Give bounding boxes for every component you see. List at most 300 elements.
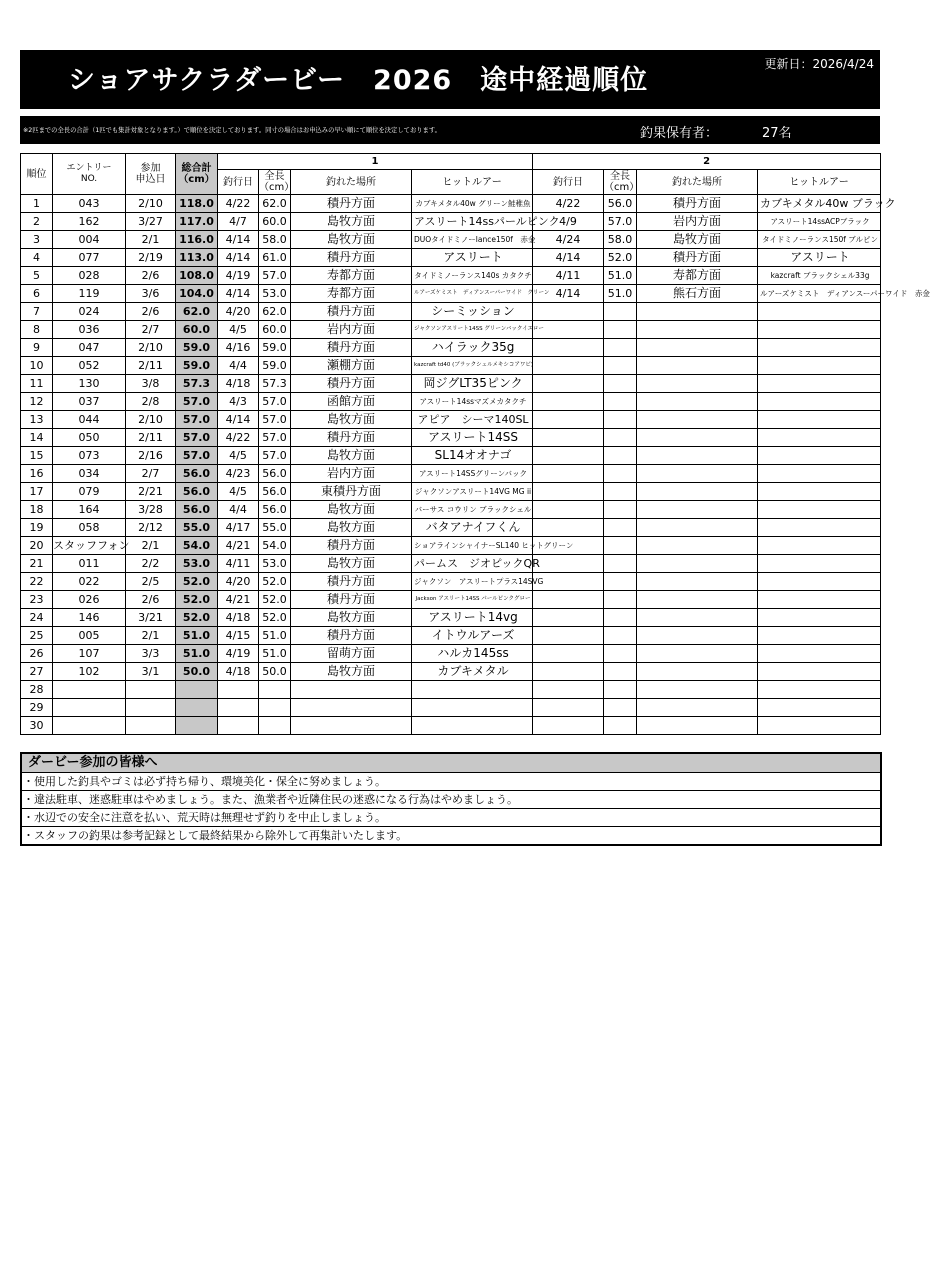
catch2-place-cell xyxy=(637,465,758,483)
catch2-date-cell xyxy=(533,591,604,609)
catch1-length-cell: 62.0 xyxy=(259,195,291,213)
catch1-lure-cell: ジャクソン アスリートプラス14SVG xyxy=(412,573,533,591)
catch1-place-cell: 積丹方面 xyxy=(291,573,412,591)
catch2-length-cell xyxy=(604,573,637,591)
catch2-date-cell xyxy=(533,555,604,573)
catch2-place-cell xyxy=(637,429,758,447)
rank-cell: 7 xyxy=(21,303,53,321)
catch1-date-cell: 4/23 xyxy=(218,465,259,483)
entry-no-cell: 026 xyxy=(53,591,126,609)
entry-no-cell: 037 xyxy=(53,393,126,411)
table-row xyxy=(21,501,881,519)
applied-date-cell xyxy=(126,699,176,717)
catch2-length-cell xyxy=(604,537,637,555)
entry-no-cell: 047 xyxy=(53,339,126,357)
catch2-place-cell: 積丹方面 xyxy=(637,195,758,213)
total-cell: 117.0 xyxy=(176,213,218,231)
catch1-place-cell: 積丹方面 xyxy=(291,591,412,609)
catch2-length-cell xyxy=(604,465,637,483)
catch2-place-cell xyxy=(637,339,758,357)
catch2-place-cell: 岩内方面 xyxy=(637,213,758,231)
table-row xyxy=(21,483,881,501)
applied-date-cell: 2/11 xyxy=(126,429,176,447)
catch1-place-cell xyxy=(291,717,412,735)
table-row xyxy=(21,285,881,303)
catch2-place-cell xyxy=(637,627,758,645)
catch2-length-cell xyxy=(604,627,637,645)
rank-cell: 30 xyxy=(21,717,53,735)
applied-date-cell: 2/1 xyxy=(126,231,176,249)
catch1-lure-cell: カブキメタル40w グリーン鮭稚魚 xyxy=(412,195,533,213)
catch1-lure-cell: ジャクソンアスリート14SS グリーンバックイエロー xyxy=(412,321,533,339)
catch1-place-cell: 積丹方面 xyxy=(291,429,412,447)
rank-cell: 11 xyxy=(21,375,53,393)
catch2-length-cell xyxy=(604,375,637,393)
table-row xyxy=(21,393,881,411)
catch1-date-cell: 4/14 xyxy=(218,411,259,429)
entry-no-cell: 146 xyxy=(53,609,126,627)
total-cell: 57.3 xyxy=(176,375,218,393)
catch2-length-cell xyxy=(604,609,637,627)
holders-count: 27名 xyxy=(762,126,792,141)
entry-no-cell: 036 xyxy=(53,321,126,339)
catch2-lure-cell: タイドミノーランス150f ブルピン xyxy=(758,231,881,249)
catch1-length-cell: 55.0 xyxy=(259,519,291,537)
catch2-place-cell xyxy=(637,591,758,609)
applied-date-cell: 3/28 xyxy=(126,501,176,519)
catch2-length-cell xyxy=(604,357,637,375)
catch2-length-cell xyxy=(604,555,637,573)
rank-cell: 28 xyxy=(21,681,53,699)
catch1-place-cell: 東積丹方面 xyxy=(291,483,412,501)
catch1-place-cell: 積丹方面 xyxy=(291,537,412,555)
catch1-length-cell: 57.0 xyxy=(259,447,291,465)
catch2-place-cell xyxy=(637,303,758,321)
total-cell xyxy=(176,681,218,699)
entry-no-cell: 162 xyxy=(53,213,126,231)
rank-cell: 14 xyxy=(21,429,53,447)
total-cell: 60.0 xyxy=(176,321,218,339)
entry-no-cell: 130 xyxy=(53,375,126,393)
catch2-place-cell xyxy=(637,717,758,735)
entry-no-cell xyxy=(53,717,126,735)
applied-date-cell: 3/27 xyxy=(126,213,176,231)
catch2-lure-cell xyxy=(758,411,881,429)
entry-no-cell: 043 xyxy=(53,195,126,213)
catch1-lure-cell: 岡ジグLT35ピンク xyxy=(412,375,533,393)
entry-no-cell: 028 xyxy=(53,267,126,285)
applied-date-cell: 3/6 xyxy=(126,285,176,303)
entry-no-cell: 073 xyxy=(53,447,126,465)
catch1-length-cell: 57.3 xyxy=(259,375,291,393)
entry-no-cell: 119 xyxy=(53,285,126,303)
catch1-lure-cell: カブキメタル xyxy=(412,663,533,681)
catch2-length-cell: 56.0 xyxy=(604,195,637,213)
entry-no-cell: 107 xyxy=(53,645,126,663)
table-row xyxy=(21,663,881,681)
info-bar xyxy=(20,116,880,144)
header-place-2: 釣れた場所 xyxy=(637,170,758,195)
header-date-1: 釣行日 xyxy=(218,170,259,195)
applied-date-cell: 3/8 xyxy=(126,375,176,393)
catch1-date-cell: 4/18 xyxy=(218,663,259,681)
total-cell: 116.0 xyxy=(176,231,218,249)
catch1-place-cell xyxy=(291,699,412,717)
catch1-date-cell: 4/14 xyxy=(218,285,259,303)
catch2-place-cell xyxy=(637,519,758,537)
total-cell: 57.0 xyxy=(176,411,218,429)
catch1-length-cell: 52.0 xyxy=(259,609,291,627)
catch1-lure-cell: タイドミノーランス140s カタクチ xyxy=(412,267,533,285)
catch2-length-cell xyxy=(604,645,637,663)
total-cell: 54.0 xyxy=(176,537,218,555)
applied-date-cell xyxy=(126,717,176,735)
total-cell: 51.0 xyxy=(176,645,218,663)
catch2-length-cell xyxy=(604,591,637,609)
table-row xyxy=(21,717,881,735)
catch1-date-cell: 4/19 xyxy=(218,645,259,663)
catch2-lure-cell: カブキメタル40w ブラック xyxy=(758,195,881,213)
catch1-lure-cell: ハイラック35g xyxy=(412,339,533,357)
catch2-place-cell: 寿都方面 xyxy=(637,267,758,285)
catch1-length-cell: 54.0 xyxy=(259,537,291,555)
catch2-lure-cell xyxy=(758,717,881,735)
catch1-date-cell: 4/20 xyxy=(218,303,259,321)
catch1-place-cell: 函館方面 xyxy=(291,393,412,411)
catch2-date-cell: 4/24 xyxy=(533,231,604,249)
notice-line: ・使用した釣具やゴミは必ず持ち帰り、環境美化・保全に努めましょう。 xyxy=(22,773,880,791)
catch2-place-cell xyxy=(637,555,758,573)
applied-date-cell: 3/1 xyxy=(126,663,176,681)
rank-cell: 3 xyxy=(21,231,53,249)
entry-no-cell: 044 xyxy=(53,411,126,429)
rank-cell: 18 xyxy=(21,501,53,519)
total-cell: 57.0 xyxy=(176,393,218,411)
header-entry-no: エントリー NO. xyxy=(53,154,126,195)
catch1-date-cell: 4/21 xyxy=(218,591,259,609)
catch1-length-cell: 50.0 xyxy=(259,663,291,681)
catch1-date-cell: 4/5 xyxy=(218,483,259,501)
catch1-place-cell: 島牧方面 xyxy=(291,519,412,537)
catch1-lure-cell: アスリート14ssマズメカタクチ xyxy=(412,393,533,411)
catch1-length-cell: 52.0 xyxy=(259,573,291,591)
catch1-length-cell: 57.0 xyxy=(259,429,291,447)
table-row xyxy=(21,375,881,393)
catch2-place-cell xyxy=(637,321,758,339)
catch1-place-cell: 岩内方面 xyxy=(291,321,412,339)
catch1-length-cell: 59.0 xyxy=(259,357,291,375)
catch1-date-cell: 4/18 xyxy=(218,609,259,627)
catch2-lure-cell xyxy=(758,645,881,663)
table-row xyxy=(21,249,881,267)
applied-date-cell: 2/7 xyxy=(126,465,176,483)
catch2-place-cell: 熊石方面 xyxy=(637,285,758,303)
catch1-date-cell: 4/5 xyxy=(218,447,259,465)
total-cell: 56.0 xyxy=(176,465,218,483)
catch1-place-cell: 寿都方面 xyxy=(291,267,412,285)
catch1-lure-cell: DUOタイドミノーlance150f 赤金 xyxy=(412,231,533,249)
catch2-place-cell xyxy=(637,573,758,591)
entry-no-cell: スタッフフォン xyxy=(53,537,126,555)
applied-date-cell: 2/1 xyxy=(126,537,176,555)
applied-date-cell: 2/6 xyxy=(126,591,176,609)
catch1-lure-cell xyxy=(412,717,533,735)
catch1-lure-cell: アスリート xyxy=(412,249,533,267)
holders-label: 釣果保有者： xyxy=(640,126,719,141)
catch2-lure-cell xyxy=(758,321,881,339)
catch2-date-cell xyxy=(533,609,604,627)
catch1-lure-cell xyxy=(412,681,533,699)
catch1-length-cell xyxy=(259,699,291,717)
catch2-lure-cell xyxy=(758,483,881,501)
catch2-date-cell xyxy=(533,465,604,483)
catch2-place-cell xyxy=(637,447,758,465)
catch2-length-cell xyxy=(604,303,637,321)
entry-no-cell: 005 xyxy=(53,627,126,645)
table-row xyxy=(21,627,881,645)
rank-cell: 25 xyxy=(21,627,53,645)
total-cell: 56.0 xyxy=(176,501,218,519)
catch1-date-cell: 4/4 xyxy=(218,357,259,375)
notice-line: ・水辺での安全に注意を払い、荒天時は無理せず釣りを中止しましょう。 xyxy=(22,809,880,827)
catch2-length-cell xyxy=(604,429,637,447)
catch1-place-cell: 積丹方面 xyxy=(291,339,412,357)
catch2-length-cell xyxy=(604,321,637,339)
catch1-date-cell: 4/16 xyxy=(218,339,259,357)
total-cell: 52.0 xyxy=(176,591,218,609)
rank-cell: 1 xyxy=(21,195,53,213)
rank-cell: 16 xyxy=(21,465,53,483)
notice-line: ・違法駐車、迷惑駐車はやめましょう。また、漁業者や近隣住民の迷惑になる行為はやめましょう。 xyxy=(22,791,880,809)
catch1-place-cell: 留萌方面 xyxy=(291,645,412,663)
header-length-1: 全長 （cm） xyxy=(259,171,295,193)
catch1-date-cell: 4/22 xyxy=(218,429,259,447)
catch1-length-cell: 53.0 xyxy=(259,285,291,303)
table-row xyxy=(21,519,881,537)
applied-date-cell: 3/21 xyxy=(126,609,176,627)
catch2-lure-cell: ルアーズケミスト ディアンスーパーワイド 赤金 xyxy=(758,285,881,303)
catch2-length-cell: 58.0 xyxy=(604,231,637,249)
table-row xyxy=(21,195,881,213)
table-row xyxy=(21,591,881,609)
catch2-lure-cell xyxy=(758,447,881,465)
catch2-lure-cell xyxy=(758,699,881,717)
catch1-place-cell: 積丹方面 xyxy=(291,249,412,267)
catch1-length-cell: 57.0 xyxy=(259,393,291,411)
catch1-lure-cell: バーサス コウリン ブラックシェル xyxy=(412,501,533,519)
catch2-length-cell xyxy=(604,519,637,537)
catch1-lure-cell: バタアナイフくん xyxy=(412,519,533,537)
catch2-place-cell xyxy=(637,411,758,429)
catch1-place-cell xyxy=(291,681,412,699)
entry-no-cell: 164 xyxy=(53,501,126,519)
catch2-lure-cell xyxy=(758,375,881,393)
rank-cell: 12 xyxy=(21,393,53,411)
total-cell: 57.0 xyxy=(176,447,218,465)
catch1-lure-cell: kazcraft td40 (ブラックシェルメキシコアワビ) xyxy=(412,357,533,375)
catch1-lure-cell: ジャクソンアスリート14VG MG ii xyxy=(412,483,533,501)
ranking-rule-note: ※2匹までの全長の合計（1匹でも集計対象となります。）で順位を決定しております。同寸の場合はお申込みの早い順にて順位を決定しております。 xyxy=(23,127,441,134)
catch1-place-cell: 島牧方面 xyxy=(291,447,412,465)
catch2-place-cell xyxy=(637,609,758,627)
total-cell: 59.0 xyxy=(176,339,218,357)
total-cell xyxy=(176,717,218,735)
rank-cell: 5 xyxy=(21,267,53,285)
header-bar xyxy=(20,50,880,109)
entry-no-cell: 052 xyxy=(53,357,126,375)
catch1-place-cell: 瀬棚方面 xyxy=(291,357,412,375)
catch1-lure-cell: パームス ジオピックQR xyxy=(412,555,533,573)
catch1-lure-cell xyxy=(412,699,533,717)
entry-no-cell xyxy=(53,681,126,699)
rank-cell: 23 xyxy=(21,591,53,609)
catch2-lure-cell: kazcraft ブラックシェル33g xyxy=(758,267,881,285)
table-row xyxy=(21,447,881,465)
catch1-place-cell: 島牧方面 xyxy=(291,501,412,519)
catch1-lure-cell: ショアラインシャイナーSL140 ヒットグリーン xyxy=(412,537,533,555)
catch1-length-cell: 59.0 xyxy=(259,339,291,357)
table-row xyxy=(21,267,881,285)
applied-date-cell xyxy=(126,681,176,699)
catch1-date-cell: 4/7 xyxy=(218,213,259,231)
catch1-length-cell: 58.0 xyxy=(259,231,291,249)
entry-no-cell: 102 xyxy=(53,663,126,681)
table-row xyxy=(21,411,881,429)
catch1-date-cell xyxy=(218,717,259,735)
catch1-lure-cell: アスリート14SSグリーンバック xyxy=(412,465,533,483)
catch1-place-cell: 島牧方面 xyxy=(291,213,412,231)
catch1-date-cell: 4/15 xyxy=(218,627,259,645)
total-cell: 53.0 xyxy=(176,555,218,573)
applied-date-cell: 2/7 xyxy=(126,321,176,339)
catch1-length-cell: 61.0 xyxy=(259,249,291,267)
total-cell: 50.0 xyxy=(176,663,218,681)
catch2-length-cell xyxy=(604,339,637,357)
catch1-lure-cell: アスリート14ssパールピンク xyxy=(412,213,533,231)
catch2-place-cell: 島牧方面 xyxy=(637,231,758,249)
catch2-lure-cell xyxy=(758,537,881,555)
applied-date-cell: 3/3 xyxy=(126,645,176,663)
catch2-lure-cell xyxy=(758,627,881,645)
catch1-length-cell: 62.0 xyxy=(259,303,291,321)
catch1-lure-cell: ハルカ145ss xyxy=(412,645,533,663)
table-row xyxy=(21,681,881,699)
catch2-lure-cell xyxy=(758,393,881,411)
catch2-lure-cell xyxy=(758,555,881,573)
catch2-length-cell: 51.0 xyxy=(604,285,637,303)
header-catch-1: 1 xyxy=(218,154,533,170)
catch1-length-cell xyxy=(259,717,291,735)
header-catch-2: 2 xyxy=(533,154,881,170)
header-place-1: 釣れた場所 xyxy=(291,170,412,195)
catch1-lure-cell: シーミッション xyxy=(412,303,533,321)
catch1-date-cell: 4/20 xyxy=(218,573,259,591)
catch2-date-cell xyxy=(533,339,604,357)
catch2-length-cell: 57.0 xyxy=(604,213,637,231)
rank-cell: 8 xyxy=(21,321,53,339)
table-row xyxy=(21,555,881,573)
total-cell: 59.0 xyxy=(176,357,218,375)
header-total: 総合計 （cm） xyxy=(176,154,218,195)
catch2-date-cell xyxy=(533,717,604,735)
catch2-lure-cell xyxy=(758,609,881,627)
catch2-length-cell xyxy=(604,663,637,681)
rank-cell: 17 xyxy=(21,483,53,501)
catch2-lure-cell xyxy=(758,465,881,483)
entry-no-cell: 022 xyxy=(53,573,126,591)
table-row xyxy=(21,465,881,483)
rank-cell: 2 xyxy=(21,213,53,231)
table-row xyxy=(21,357,881,375)
catch1-date-cell: 4/17 xyxy=(218,519,259,537)
total-cell: 52.0 xyxy=(176,573,218,591)
catch2-date-cell: 4/14 xyxy=(533,249,604,267)
table-row xyxy=(21,699,881,717)
catch2-date-cell xyxy=(533,681,604,699)
notice-line: ・スタッフの釣果は参考記録として最終結果から除外して再集計いたします。 xyxy=(23,829,408,842)
catch2-place-cell xyxy=(637,663,758,681)
catch2-lure-cell: アスリート xyxy=(758,249,881,267)
catch2-lure-cell xyxy=(758,681,881,699)
catch1-lure-cell: アスリート14vg xyxy=(412,609,533,627)
catch1-place-cell: 島牧方面 xyxy=(291,411,412,429)
rank-cell: 27 xyxy=(21,663,53,681)
header-rank: 順位 xyxy=(21,154,53,195)
catch2-lure-cell xyxy=(758,357,881,375)
table-row xyxy=(21,321,881,339)
catch1-length-cell xyxy=(259,681,291,699)
catch1-date-cell xyxy=(218,681,259,699)
catch1-date-cell: 4/4 xyxy=(218,501,259,519)
rank-cell: 4 xyxy=(21,249,53,267)
catch2-place-cell xyxy=(637,681,758,699)
catch1-place-cell: 積丹方面 xyxy=(291,303,412,321)
catch1-date-cell: 4/11 xyxy=(218,555,259,573)
catch1-lure-cell: Jackson アスリート14SS パールピンクグロー xyxy=(412,591,533,609)
total-cell: 52.0 xyxy=(176,609,218,627)
catch2-place-cell xyxy=(637,357,758,375)
catch1-lure-cell: SL14オオナゴ xyxy=(412,447,533,465)
rank-cell: 24 xyxy=(21,609,53,627)
rank-cell: 15 xyxy=(21,447,53,465)
catch2-date-cell xyxy=(533,501,604,519)
catch2-date-cell: 4/9 xyxy=(533,213,604,231)
rank-cell: 29 xyxy=(21,699,53,717)
catch2-date-cell xyxy=(533,429,604,447)
applied-date-cell: 2/6 xyxy=(126,267,176,285)
entry-no-cell xyxy=(53,699,126,717)
catch2-date-cell xyxy=(533,699,604,717)
total-cell: 55.0 xyxy=(176,519,218,537)
catch2-lure-cell xyxy=(758,339,881,357)
total-cell: 51.0 xyxy=(176,627,218,645)
applied-date-cell: 2/10 xyxy=(126,195,176,213)
applied-date-cell: 2/19 xyxy=(126,249,176,267)
table-row xyxy=(21,573,881,591)
page-title: ショアサクラダービー 2026 途中経過順位 xyxy=(68,65,649,96)
total-cell: 57.0 xyxy=(176,429,218,447)
header-lure-2: ヒットルアー xyxy=(758,170,881,195)
catch1-place-cell: 島牧方面 xyxy=(291,555,412,573)
catch1-place-cell: 寿都方面 xyxy=(291,285,412,303)
catch1-length-cell: 52.0 xyxy=(259,591,291,609)
updated-date: 更新日：2026/4/24 xyxy=(764,57,874,71)
catch1-date-cell: 4/19 xyxy=(218,267,259,285)
catch1-lure-cell: ルアーズケミスト ディアンスーパーワイド グリーン xyxy=(412,285,533,303)
catch2-place-cell xyxy=(637,645,758,663)
catch2-length-cell xyxy=(604,411,637,429)
catch1-place-cell: 島牧方面 xyxy=(291,231,412,249)
